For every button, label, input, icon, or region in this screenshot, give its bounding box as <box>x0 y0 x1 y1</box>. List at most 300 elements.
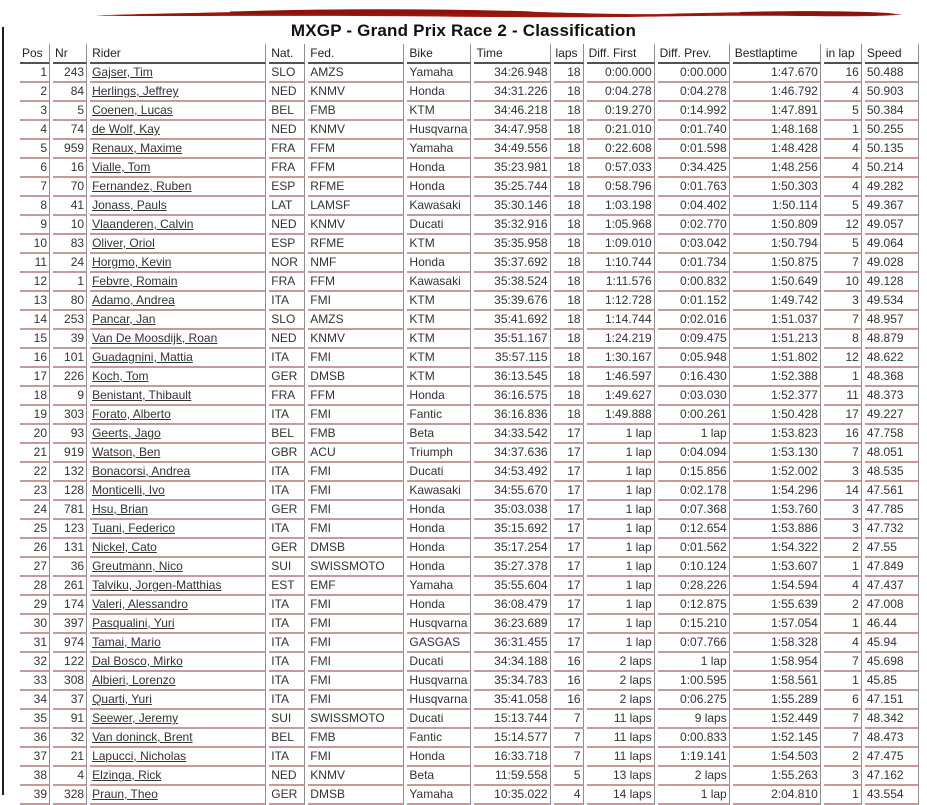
table-row <box>20 178 919 197</box>
rider-link[interactable]: Van doninck, Brent <box>92 730 193 744</box>
cell-diff_prev: 0:05.948 <box>658 349 730 368</box>
cell-speed: 47.162 <box>865 767 919 786</box>
table-row <box>20 197 919 216</box>
cell-speed: 48.957 <box>865 311 919 330</box>
cell-diff_prev: 0:03.030 <box>658 387 730 406</box>
cell-nat: GBR <box>269 444 305 463</box>
cell-time: 34:47.958 <box>474 121 550 140</box>
rider-link[interactable]: de Wolf, Kay <box>92 122 160 136</box>
cell-speed: 45.85 <box>865 672 919 691</box>
cell-rider <box>90 482 266 501</box>
rider-link[interactable]: Renaux, Maxime <box>92 141 183 155</box>
cell-fed: EMF <box>308 577 404 596</box>
cell-nat: FRA <box>269 159 305 178</box>
page-title: MXGP - Grand Prix Race 2 - Classification <box>290 21 637 40</box>
cell-in_lap: 1 <box>824 615 862 634</box>
cell-nr: 32 <box>53 729 87 748</box>
cell-in_lap: 14 <box>824 482 862 501</box>
cell-fed: FFM <box>308 273 404 292</box>
cell-pos: 38 <box>20 767 50 786</box>
cell-pos: 36 <box>20 729 50 748</box>
rider-link[interactable]: Tamai, Mario <box>92 635 161 649</box>
cell-bestlaptime: 1:52.449 <box>733 710 821 729</box>
cell-nat: NED <box>269 83 305 102</box>
cell-laps: 18 <box>554 330 584 349</box>
cell-diff_prev: 0:15.210 <box>658 615 730 634</box>
cell-bestlaptime: 1:58.954 <box>733 653 821 672</box>
cell-nr: 39 <box>53 330 87 349</box>
table-row <box>20 634 919 653</box>
cell-laps: 17 <box>554 482 584 501</box>
cell-diff_prev: 1:19.141 <box>658 748 730 767</box>
table-row <box>20 406 919 425</box>
rider-link[interactable]: Praun, Theo <box>92 787 158 801</box>
rider-link[interactable]: Elzinga, Rick <box>92 768 162 782</box>
cell-rider <box>90 406 266 425</box>
cell-time: 34:26.948 <box>474 64 550 83</box>
cell-speed: 50.488 <box>865 64 919 83</box>
rider-link[interactable]: Benistant, Thibault <box>92 388 192 402</box>
cell-diff_first: 1:14.744 <box>587 311 655 330</box>
cell-diff_prev: 2 laps <box>658 767 730 786</box>
cell-bike: Honda <box>407 387 471 406</box>
cell-speed: 47.151 <box>865 691 919 710</box>
cell-laps: 17 <box>554 615 584 634</box>
cell-time: 35:32.916 <box>474 216 550 235</box>
cell-fed: FMI <box>308 463 404 482</box>
cell-speed: 47.475 <box>865 748 919 767</box>
rider-link[interactable]: Vlaanderen, Calvin <box>92 217 194 231</box>
cell-diff_first: 1 lap <box>587 520 655 539</box>
cell-speed: 48.342 <box>865 710 919 729</box>
cell-bike: Yamaha <box>407 577 471 596</box>
rider-link[interactable]: Koch, Tom <box>92 369 149 383</box>
cell-fed: KNMV <box>308 767 404 786</box>
cell-nr: 83 <box>53 235 87 254</box>
column-header-diff_prev: Diff. Prev. <box>658 44 730 64</box>
cell-bestlaptime: 1:53.760 <box>733 501 821 520</box>
table-row <box>20 463 919 482</box>
rider-link[interactable]: Talviku, Jorgen-Matthias <box>92 578 222 592</box>
cell-diff_first: 1 lap <box>587 558 655 577</box>
cell-nat: ESP <box>269 235 305 254</box>
cell-time: 35:39.676 <box>474 292 550 311</box>
cell-fed: NMF <box>308 254 404 273</box>
cell-in_lap: 16 <box>824 425 862 444</box>
cell-pos: 4 <box>20 121 50 140</box>
cell-time: 34:31.226 <box>474 83 550 102</box>
rider-link[interactable]: Geerts, Jago <box>92 426 161 440</box>
cell-fed: KNMV <box>308 216 404 235</box>
rider-link[interactable]: Vialle, Tom <box>92 160 151 174</box>
rider-link[interactable]: Oliver, Oriol <box>92 236 155 250</box>
cell-bike: Honda <box>407 159 471 178</box>
cell-laps: 18 <box>554 273 584 292</box>
cell-bike: Honda <box>407 520 471 539</box>
cell-rider <box>90 159 266 178</box>
cell-bike: Husqvarna <box>407 121 471 140</box>
cell-bike: Yamaha <box>407 786 471 805</box>
rider-link[interactable]: Guadagnini, Mattia <box>92 350 193 364</box>
cell-diff_prev: 0:01.598 <box>658 140 730 159</box>
cell-in_lap: 7 <box>824 653 862 672</box>
table-row <box>20 64 919 83</box>
cell-fed: FMI <box>308 596 404 615</box>
cell-pos: 19 <box>20 406 50 425</box>
cell-nat: ITA <box>269 691 305 710</box>
rider-link[interactable]: Hsu, Brian <box>92 502 149 516</box>
cell-rider <box>90 520 266 539</box>
table-row <box>20 235 919 254</box>
cell-laps: 17 <box>554 501 584 520</box>
cell-nr: 919 <box>53 444 87 463</box>
cell-nr: 974 <box>53 634 87 653</box>
cell-bestlaptime: 1:48.168 <box>733 121 821 140</box>
cell-in_lap: 1 <box>824 786 862 805</box>
cell-bestlaptime: 1:48.256 <box>733 159 821 178</box>
cell-time: 34:34.188 <box>474 653 550 672</box>
table-row <box>20 786 919 805</box>
cell-diff_prev: 0:09.475 <box>658 330 730 349</box>
rider-link[interactable]: Nickel, Cato <box>92 540 157 554</box>
cell-diff_first: 1:49.888 <box>587 406 655 425</box>
cell-laps: 18 <box>554 159 584 178</box>
table-row <box>20 748 919 767</box>
cell-nat: NED <box>269 121 305 140</box>
cell-in_lap: 11 <box>824 387 862 406</box>
cell-time: 35:38.524 <box>474 273 550 292</box>
cell-diff_first: 1 lap <box>587 425 655 444</box>
cell-time: 35:23.981 <box>474 159 550 178</box>
cell-bike: Yamaha <box>407 64 471 83</box>
cell-bestlaptime: 1:58.328 <box>733 634 821 653</box>
cell-pos: 27 <box>20 558 50 577</box>
cell-time: 35:15.692 <box>474 520 550 539</box>
cell-fed: FMB <box>308 425 404 444</box>
table-row <box>20 501 919 520</box>
cell-diff_first: 1 lap <box>587 482 655 501</box>
cell-rider <box>90 311 266 330</box>
cell-bike: Ducati <box>407 710 471 729</box>
cell-bike: Triumph <box>407 444 471 463</box>
cell-bike: Fantic <box>407 406 471 425</box>
cell-in_lap: 16 <box>824 64 862 83</box>
table-row <box>20 672 919 691</box>
rider-link[interactable]: Bonacorsi, Andrea <box>92 464 191 478</box>
rider-link[interactable]: Coenen, Lucas <box>92 103 173 117</box>
cell-time: 11:59.558 <box>474 767 550 786</box>
cell-time: 35:27.378 <box>474 558 550 577</box>
cell-diff_first: 1 lap <box>587 615 655 634</box>
cell-bike: KTM <box>407 235 471 254</box>
cell-fed: FMI <box>308 406 404 425</box>
cell-speed: 47.008 <box>865 596 919 615</box>
cell-bike: Honda <box>407 83 471 102</box>
cell-diff_first: 1:11.576 <box>587 273 655 292</box>
cell-fed: KNMV <box>308 330 404 349</box>
cell-pos: 29 <box>20 596 50 615</box>
rider-link[interactable]: Quarti, Yuri <box>92 692 152 706</box>
column-header-in_lap: in lap <box>824 44 862 64</box>
cell-diff_prev: 0:12.654 <box>658 520 730 539</box>
cell-in_lap: 4 <box>824 577 862 596</box>
cell-speed: 50.135 <box>865 140 919 159</box>
cell-pos: 18 <box>20 387 50 406</box>
table-row <box>20 710 919 729</box>
cell-speed: 43.554 <box>865 786 919 805</box>
cell-speed: 48.473 <box>865 729 919 748</box>
cell-speed: 49.282 <box>865 178 919 197</box>
cell-nat: FRA <box>269 140 305 159</box>
rider-link[interactable]: Albieri, Lorenzo <box>92 673 176 687</box>
cell-diff_first: 1 lap <box>587 463 655 482</box>
cell-pos: 9 <box>20 216 50 235</box>
cell-nat: ITA <box>269 463 305 482</box>
cell-bike: Husqvarna <box>407 615 471 634</box>
cell-rider <box>90 634 266 653</box>
cell-in_lap: 3 <box>824 501 862 520</box>
cell-time: 36:23.689 <box>474 615 550 634</box>
cell-diff_first: 2 laps <box>587 672 655 691</box>
rider-link[interactable]: Herlings, Jeffrey <box>92 84 179 98</box>
cell-bestlaptime: 1:52.388 <box>733 368 821 387</box>
rider-link[interactable]: Watson, Ben <box>92 445 161 459</box>
cell-diff_first: 13 laps <box>587 767 655 786</box>
cell-fed: FMB <box>308 729 404 748</box>
cell-nat: SUI <box>269 558 305 577</box>
cell-bestlaptime: 1:53.886 <box>733 520 821 539</box>
cell-time: 35:41.692 <box>474 311 550 330</box>
cell-laps: 17 <box>554 520 584 539</box>
cell-nat: GER <box>269 501 305 520</box>
cell-rider <box>90 349 266 368</box>
cell-speed: 49.057 <box>865 216 919 235</box>
cell-bestlaptime: 1:47.670 <box>733 64 821 83</box>
cell-speed: 47.785 <box>865 501 919 520</box>
cell-in_lap: 1 <box>824 558 862 577</box>
cell-speed: 45.94 <box>865 634 919 653</box>
cell-in_lap: 5 <box>824 102 862 121</box>
table-row <box>20 387 919 406</box>
cell-laps: 18 <box>554 140 584 159</box>
cell-in_lap: 7 <box>824 710 862 729</box>
cell-rider <box>90 596 266 615</box>
column-header-nat: Nat. <box>269 44 305 64</box>
cell-nr: 781 <box>53 501 87 520</box>
cell-time: 15:13.744 <box>474 710 550 729</box>
cell-nr: 93 <box>53 425 87 444</box>
rider-link[interactable]: Horgmo, Kevin <box>92 255 172 269</box>
cell-rider <box>90 83 266 102</box>
cell-bestlaptime: 1:53.607 <box>733 558 821 577</box>
cell-bike: Honda <box>407 748 471 767</box>
rider-link[interactable]: Greutmann, Nico <box>92 559 183 573</box>
cell-bestlaptime: 1:55.289 <box>733 691 821 710</box>
cell-pos: 23 <box>20 482 50 501</box>
cell-in_lap: 12 <box>824 349 862 368</box>
cell-fed: FMI <box>308 349 404 368</box>
cell-bike: KTM <box>407 292 471 311</box>
rider-link[interactable]: Febvre, Romain <box>92 274 178 288</box>
rider-link[interactable]: Jonass, Pauls <box>92 198 167 212</box>
cell-pos: 5 <box>20 140 50 159</box>
cell-speed: 50.384 <box>865 102 919 121</box>
cell-nr: 261 <box>53 577 87 596</box>
cell-time: 35:03.038 <box>474 501 550 520</box>
cell-in_lap: 1 <box>824 672 862 691</box>
cell-speed: 49.227 <box>865 406 919 425</box>
cell-nat: GER <box>269 539 305 558</box>
cell-laps: 5 <box>554 767 584 786</box>
rider-link[interactable]: Adamo, Andrea <box>92 293 175 307</box>
cell-nr: 174 <box>53 596 87 615</box>
cell-time: 36:16.575 <box>474 387 550 406</box>
cell-pos: 32 <box>20 653 50 672</box>
cell-speed: 47.849 <box>865 558 919 577</box>
cell-bestlaptime: 1:52.145 <box>733 729 821 748</box>
rider-link[interactable]: Tuani, Federico <box>92 521 175 535</box>
cell-diff_first: 1:12.728 <box>587 292 655 311</box>
cell-pos: 37 <box>20 748 50 767</box>
cell-fed: DMSB <box>308 786 404 805</box>
column-header-bike: Bike <box>407 44 471 64</box>
cell-bestlaptime: 1:54.296 <box>733 482 821 501</box>
rider-link[interactable]: Gajser, Tim <box>92 65 153 79</box>
cell-laps: 18 <box>554 292 584 311</box>
cell-laps: 18 <box>554 216 584 235</box>
cell-diff_prev: 0:00.832 <box>658 273 730 292</box>
cell-nr: 123 <box>53 520 87 539</box>
cell-fed: DMSB <box>308 368 404 387</box>
cell-diff_prev: 1:00.595 <box>658 672 730 691</box>
cell-pos: 33 <box>20 672 50 691</box>
cell-time: 34:33.542 <box>474 425 550 444</box>
cell-rider <box>90 463 266 482</box>
cell-diff_prev: 0:00.833 <box>658 729 730 748</box>
results-table-body <box>20 64 919 805</box>
cell-bestlaptime: 1:54.322 <box>733 539 821 558</box>
cell-laps: 18 <box>554 254 584 273</box>
cell-rider <box>90 64 266 83</box>
cell-in_lap: 3 <box>824 292 862 311</box>
cell-fed: SWISSMOTO <box>308 558 404 577</box>
cell-diff_first: 0:19.270 <box>587 102 655 121</box>
cell-fed: FFM <box>308 387 404 406</box>
cell-diff_prev: 1 lap <box>658 425 730 444</box>
rider-link[interactable]: Fernandez, Ruben <box>92 179 192 193</box>
cell-rider <box>90 254 266 273</box>
rider-link[interactable]: Van De Moosdijk, Roan <box>92 331 218 345</box>
cell-fed: FMI <box>308 748 404 767</box>
cell-pos: 25 <box>20 520 50 539</box>
cell-time: 35:57.115 <box>474 349 550 368</box>
cell-speed: 47.561 <box>865 482 919 501</box>
cell-nr: 5 <box>53 102 87 121</box>
cell-rider <box>90 216 266 235</box>
cell-rider <box>90 368 266 387</box>
cell-nat: BEL <box>269 102 305 121</box>
cell-speed: 50.903 <box>865 83 919 102</box>
cell-bike: Honda <box>407 254 471 273</box>
cell-laps: 18 <box>554 178 584 197</box>
cell-rider <box>90 501 266 520</box>
rider-link[interactable]: Pasqualini, Yuri <box>92 616 175 630</box>
cell-in_lap: 7 <box>824 311 862 330</box>
cell-rider <box>90 672 266 691</box>
cell-speed: 49.028 <box>865 254 919 273</box>
cell-laps: 7 <box>554 729 584 748</box>
rider-link[interactable]: Lapucci, Nicholas <box>92 749 187 763</box>
rider-link[interactable]: Valeri, Alessandro <box>92 597 188 611</box>
cell-bestlaptime: 1:52.002 <box>733 463 821 482</box>
table-row <box>20 102 919 121</box>
cell-bestlaptime: 1:51.037 <box>733 311 821 330</box>
cell-fed: FMI <box>308 691 404 710</box>
rider-link[interactable]: Pancar, Jan <box>92 312 156 326</box>
cell-rider <box>90 102 266 121</box>
cell-fed: FMI <box>308 482 404 501</box>
table-row <box>20 159 919 178</box>
cell-nr: 959 <box>53 140 87 159</box>
cell-in_lap: 1 <box>824 368 862 387</box>
cell-pos: 7 <box>20 178 50 197</box>
cell-bestlaptime: 1:50.303 <box>733 178 821 197</box>
cell-speed: 48.622 <box>865 349 919 368</box>
cell-fed: FMI <box>308 501 404 520</box>
cell-nat: NOR <box>269 254 305 273</box>
cell-bike: Honda <box>407 596 471 615</box>
cell-nat: NED <box>269 330 305 349</box>
cell-rider <box>90 577 266 596</box>
cell-rider <box>90 710 266 729</box>
cell-diff_prev: 0:01.763 <box>658 178 730 197</box>
table-row <box>20 254 919 273</box>
cell-bestlaptime: 1:55.639 <box>733 596 821 615</box>
rider-link[interactable]: Forato, Alberto <box>92 407 171 421</box>
cell-diff_first: 2 laps <box>587 691 655 710</box>
cell-nat: ESP <box>269 178 305 197</box>
cell-diff_first: 11 laps <box>587 710 655 729</box>
cell-diff_prev: 0:14.992 <box>658 102 730 121</box>
cell-diff_first: 2 laps <box>587 653 655 672</box>
table-row <box>20 292 919 311</box>
cell-bestlaptime: 1:54.594 <box>733 577 821 596</box>
cell-fed: RFME <box>308 178 404 197</box>
cell-speed: 49.367 <box>865 197 919 216</box>
cell-rider <box>90 273 266 292</box>
cell-time: 16:33.718 <box>474 748 550 767</box>
rider-link[interactable]: Monticelli, Ivo <box>92 483 165 497</box>
cell-diff_prev: 0:02.016 <box>658 311 730 330</box>
cell-rider <box>90 178 266 197</box>
cell-in_lap: 5 <box>824 235 862 254</box>
rider-link[interactable]: Seewer, Jeremy <box>92 711 179 725</box>
cell-rider <box>90 444 266 463</box>
rider-link[interactable]: Dal Bosco, Mirko <box>92 654 183 668</box>
cell-laps: 17 <box>554 558 584 577</box>
cell-bestlaptime: 1:53.823 <box>733 425 821 444</box>
table-row <box>20 539 919 558</box>
cell-bestlaptime: 1:51.802 <box>733 349 821 368</box>
cell-nat: SLO <box>269 311 305 330</box>
cell-diff_first: 1 lap <box>587 444 655 463</box>
cell-diff_prev: 0:01.734 <box>658 254 730 273</box>
cell-bestlaptime: 1:46.792 <box>733 83 821 102</box>
cell-time: 35:25.744 <box>474 178 550 197</box>
cell-nat: ITA <box>269 748 305 767</box>
cell-speed: 50.214 <box>865 159 919 178</box>
cell-nr: 36 <box>53 558 87 577</box>
